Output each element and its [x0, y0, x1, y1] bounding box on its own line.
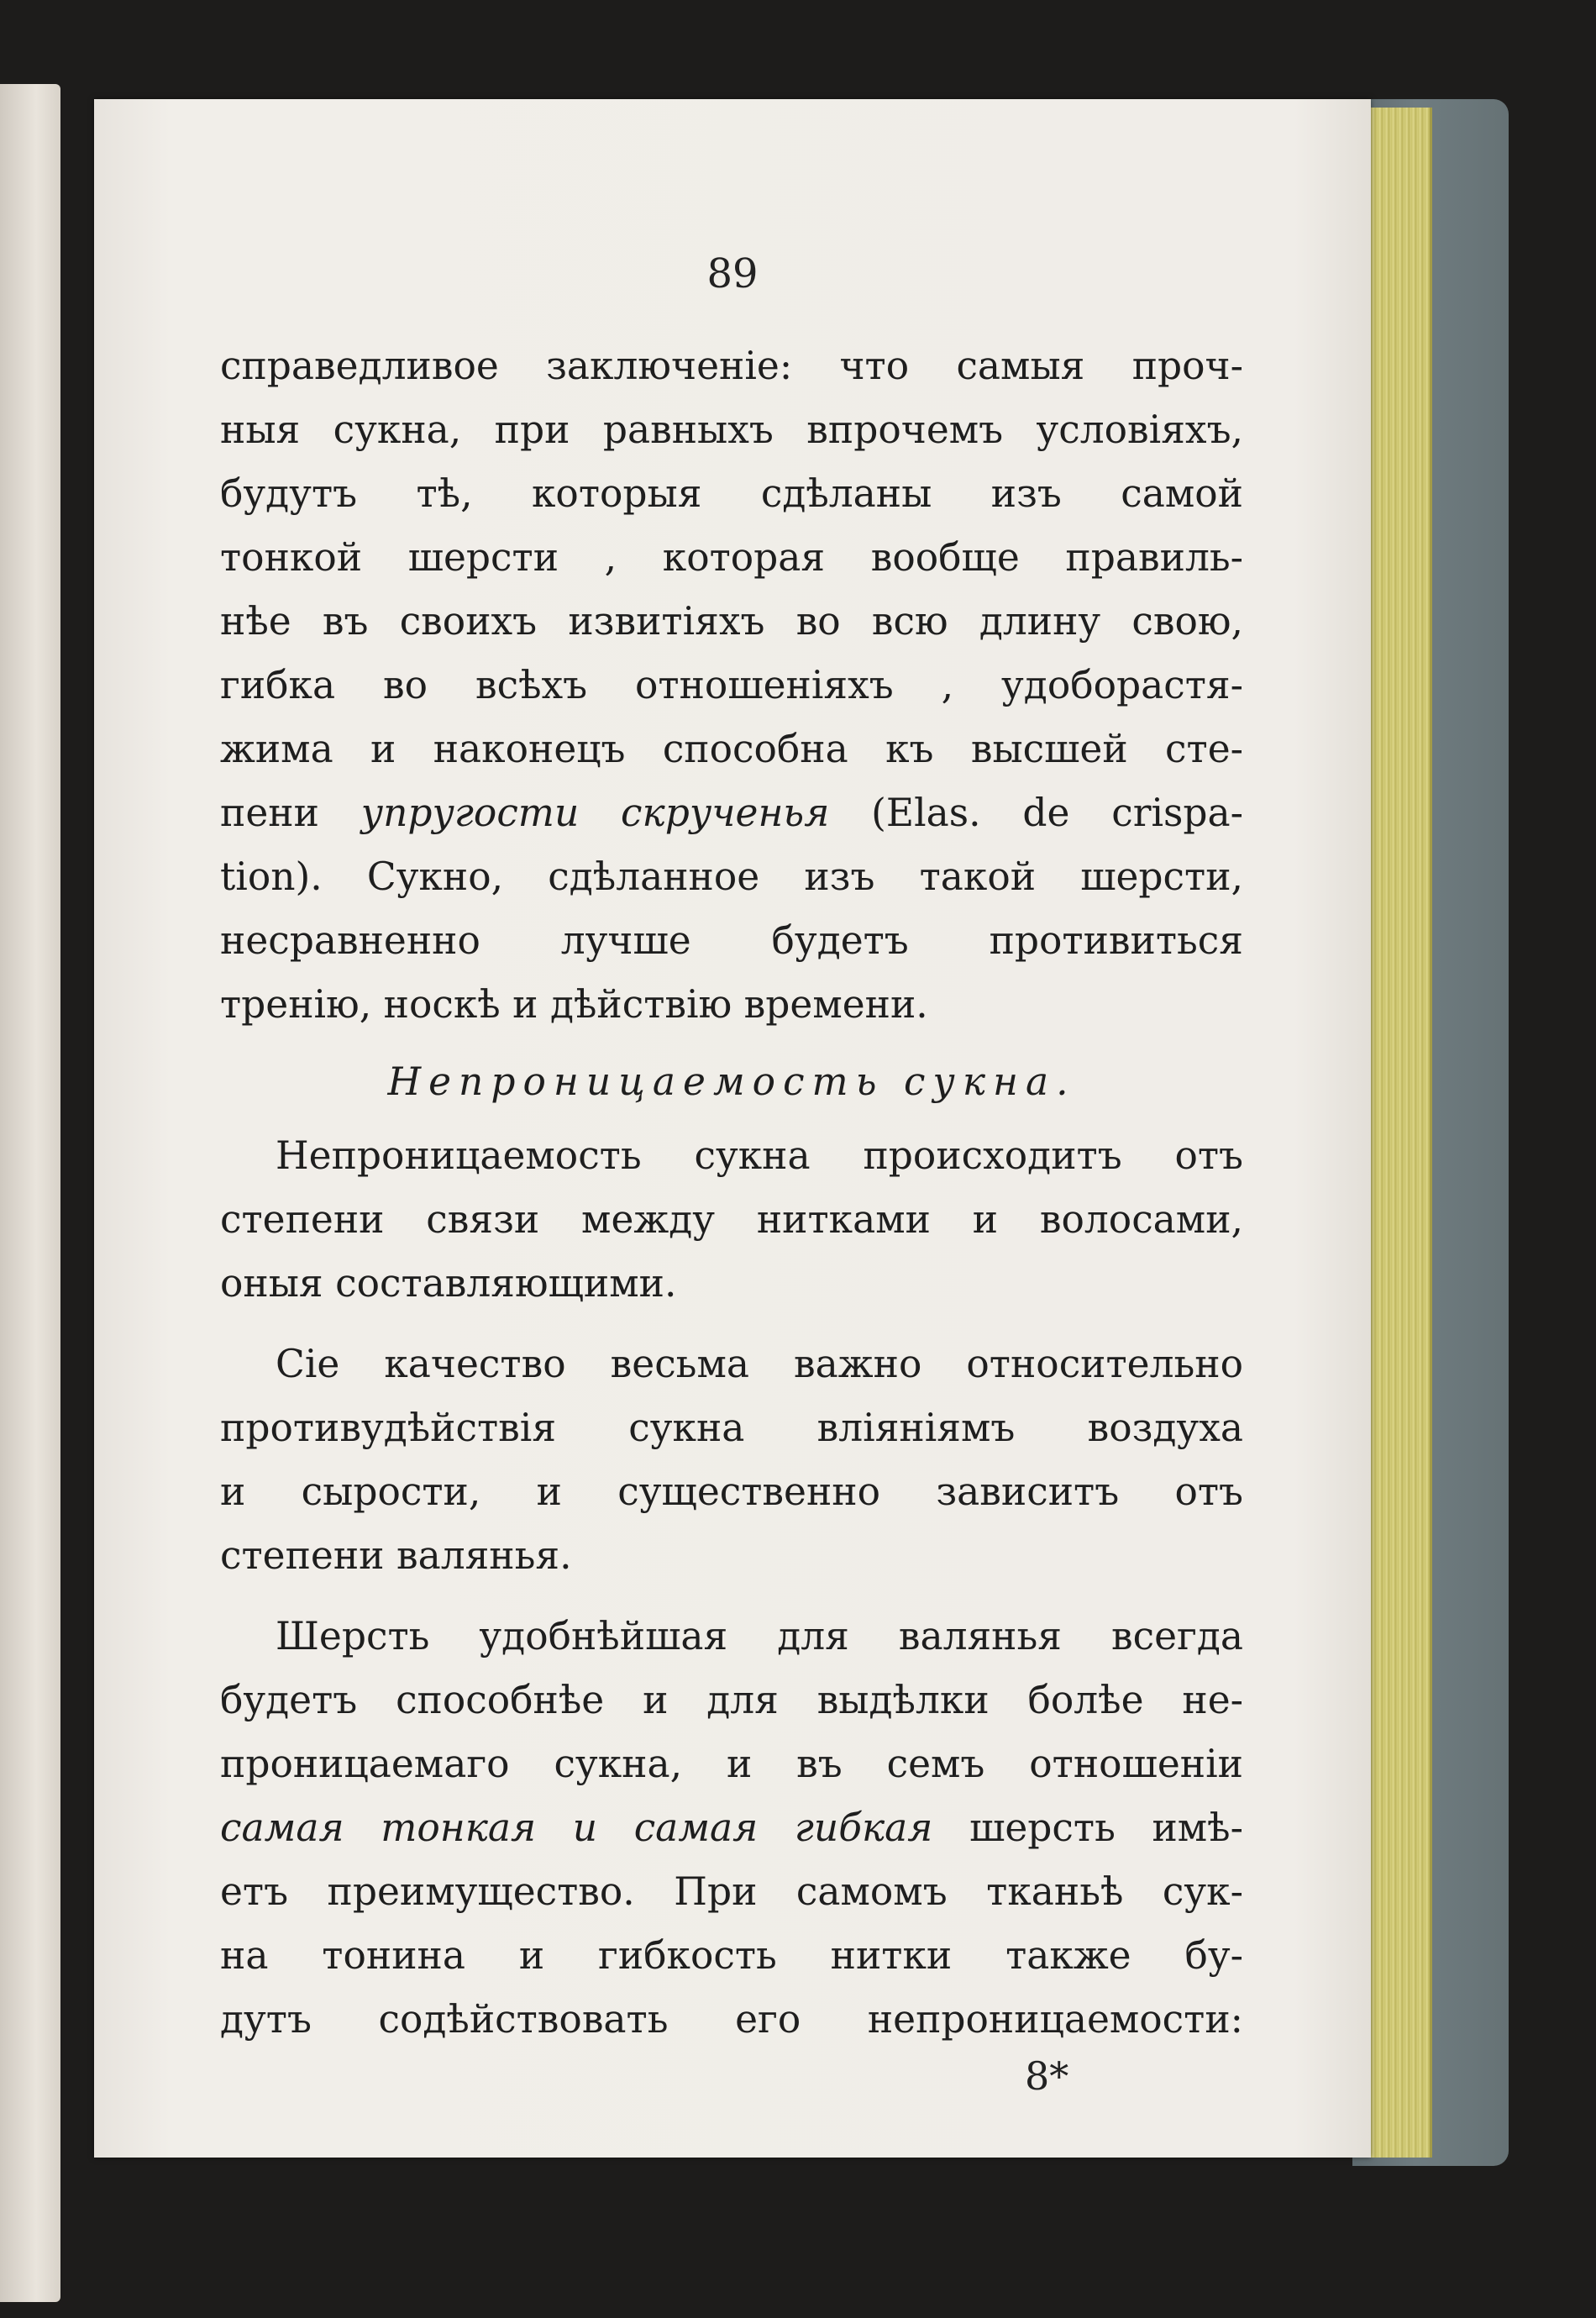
paragraph-2	[220, 1124, 1243, 1316]
text-line: дутъ содѣйствовать его непроницаемости:	[220, 1997, 1243, 2042]
page-number: 89	[706, 250, 759, 297]
text-fragment: пени	[220, 791, 319, 835]
text-line: Непроницаемость сукна происходитъ отъ	[276, 1133, 1243, 1178]
paragraph-4	[220, 1605, 1243, 2052]
signature-mark: 8*	[1025, 2053, 1069, 2099]
text-line: тонкой шерсти , которая вообще правиль-	[220, 535, 1243, 580]
text-fragment: шерсть имѣ-	[969, 1806, 1243, 1850]
text-line: ныя сукна, при равныхъ впрочемъ условіяхъ,	[220, 407, 1243, 452]
italic-term: упругости скрученья	[360, 791, 830, 835]
text-line: жима и наконецъ способна къ высшей сте-	[220, 727, 1243, 771]
text-line: на тонина и гибкость нитки также бу-	[220, 1933, 1243, 1978]
facing-page-edge	[0, 84, 60, 2302]
text-line: степени связи между нитками и волосами,	[220, 1197, 1243, 1242]
text-line: тренію, носкѣ и дѣйствію времени.	[220, 982, 928, 1027]
text-line: несравненно лучше будетъ противиться	[220, 918, 1243, 963]
gilt-page-edges	[1371, 108, 1432, 2158]
text-line: и сырости, и существенно зависитъ отъ	[220, 1469, 1243, 1514]
text-line: гибка во всѣхъ отношеніяхъ , удобораcтя-	[220, 663, 1243, 707]
text-line-mixed	[220, 1796, 1243, 1860]
text-line: нѣе въ своихъ извитіяхъ во всю длину свою,	[220, 599, 1243, 644]
text-line: Шерсть удобнѣйшая для валянья всегда	[276, 1614, 1243, 1658]
text-line: Сіе качество весьма важно относительно	[276, 1342, 1243, 1386]
paragraph-3	[220, 1332, 1243, 1588]
text-line: будутъ тѣ, которыя сдѣланы изъ самой	[220, 471, 1243, 516]
section-heading: Непроницаемость сукна.	[387, 1059, 1076, 1104]
paragraph-1	[220, 334, 1243, 1037]
paragraph-gap	[220, 1588, 1243, 1605]
text-line: проницаемаго сукна, и въ семъ отношеніи	[220, 1742, 1243, 1786]
text-fragment: (Elas. de crispa-	[871, 791, 1244, 835]
text-line: оныя составляющими.	[220, 1261, 677, 1306]
text-line: етъ преимущество. При самомъ тканьѣ сук-	[220, 1869, 1243, 1914]
page-text	[220, 334, 1243, 2052]
text-line: противудѣйствія сукна вліяніямъ воздуха	[220, 1406, 1243, 1450]
book-page	[94, 99, 1371, 2158]
text-line: степени валянья.	[220, 1533, 572, 1578]
text-line: справедливое заключеніе: что самыя проч-	[220, 344, 1243, 388]
text-line: tion). Сукно, сдѣланное изъ такой шерсти,	[220, 854, 1243, 899]
italic-term: самая тонкая и самая гибкая	[220, 1806, 933, 1850]
text-line-mixed	[220, 781, 1243, 845]
paragraph-gap	[220, 1316, 1243, 1332]
text-line: будетъ способнѣе и для выдѣлки болѣе не-	[220, 1678, 1243, 1722]
